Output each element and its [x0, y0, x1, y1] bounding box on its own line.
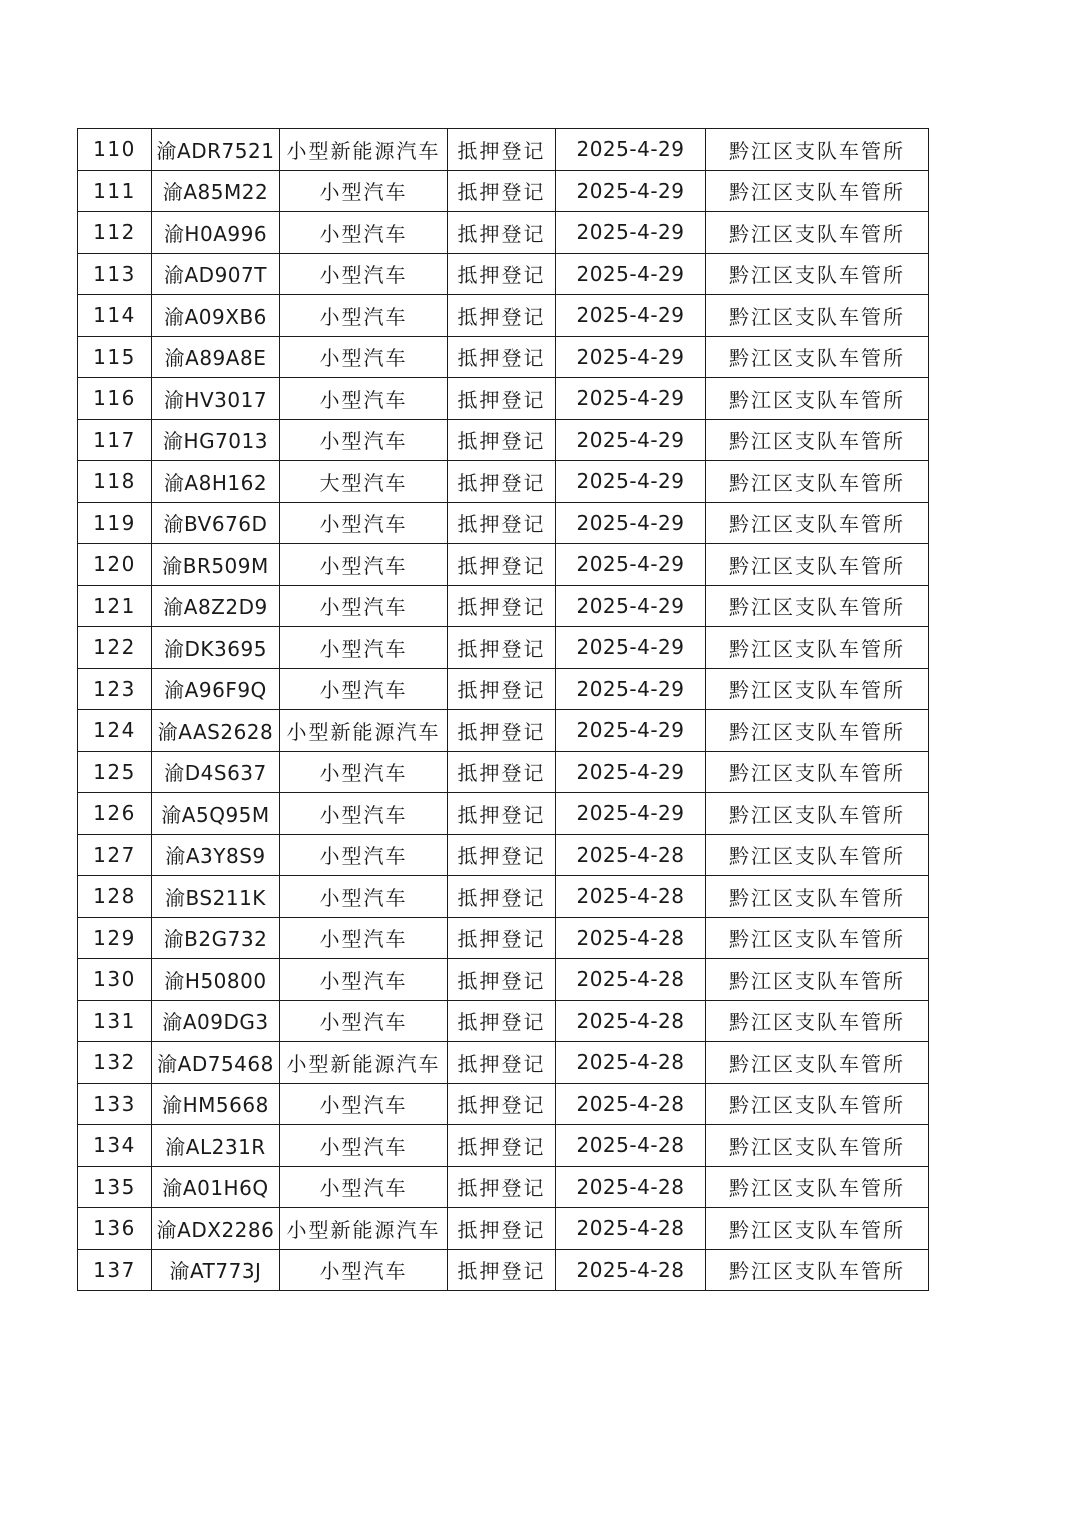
- table-row: [78, 129, 929, 171]
- vehicle-type-cell: 小型新能源汽车: [280, 710, 448, 752]
- row-number-cell: 133: [78, 1083, 152, 1125]
- plate-number-cell: 渝D4S637: [152, 751, 280, 793]
- row-number-cell: 121: [78, 585, 152, 627]
- row-number-cell: 117: [78, 419, 152, 461]
- row-number-cell: 136: [78, 1208, 152, 1250]
- row-number-cell: 135: [78, 1166, 152, 1208]
- row-number-cell: 119: [78, 502, 152, 544]
- office-cell: 黔江区支队车管所: [706, 876, 929, 918]
- vehicle-type-cell: 小型汽车: [280, 834, 448, 876]
- row-number-cell: 118: [78, 461, 152, 503]
- row-number-cell: 113: [78, 253, 152, 295]
- business-type-cell: 抵押登记: [448, 212, 556, 254]
- vehicle-type-cell: 小型汽车: [280, 336, 448, 378]
- date-cell: 2025-4-29: [556, 668, 706, 710]
- vehicle-type-cell: 小型汽车: [280, 170, 448, 212]
- date-cell: 2025-4-28: [556, 1042, 706, 1084]
- office-cell: 黔江区支队车管所: [706, 1000, 929, 1042]
- office-cell: 黔江区支队车管所: [706, 129, 929, 171]
- office-cell: 黔江区支队车管所: [706, 253, 929, 295]
- office-cell: 黔江区支队车管所: [706, 917, 929, 959]
- table-row: [78, 502, 929, 544]
- office-cell: 黔江区支队车管所: [706, 378, 929, 420]
- vehicle-type-cell: 小型新能源汽车: [280, 1208, 448, 1250]
- table-row: [78, 668, 929, 710]
- date-cell: 2025-4-29: [556, 502, 706, 544]
- vehicle-type-cell: 小型汽车: [280, 793, 448, 835]
- table-row: [78, 1166, 929, 1208]
- office-cell: 黔江区支队车管所: [706, 212, 929, 254]
- row-number-cell: 114: [78, 295, 152, 337]
- office-cell: 黔江区支队车管所: [706, 959, 929, 1001]
- date-cell: 2025-4-28: [556, 1000, 706, 1042]
- plate-number-cell: 渝A85M22: [152, 170, 280, 212]
- row-number-cell: 126: [78, 793, 152, 835]
- business-type-cell: 抵押登记: [448, 1249, 556, 1291]
- office-cell: 黔江区支队车管所: [706, 502, 929, 544]
- office-cell: 黔江区支队车管所: [706, 585, 929, 627]
- business-type-cell: 抵押登记: [448, 419, 556, 461]
- plate-number-cell: 渝AT773J: [152, 1249, 280, 1291]
- vehicle-type-cell: 小型汽车: [280, 917, 448, 959]
- vehicle-type-cell: 小型汽车: [280, 751, 448, 793]
- row-number-cell: 120: [78, 544, 152, 586]
- vehicle-type-cell: 小型汽车: [280, 668, 448, 710]
- row-number-cell: 125: [78, 751, 152, 793]
- business-type-cell: 抵押登记: [448, 336, 556, 378]
- business-type-cell: 抵押登记: [448, 129, 556, 171]
- business-type-cell: 抵押登记: [448, 959, 556, 1001]
- date-cell: 2025-4-28: [556, 1166, 706, 1208]
- table-row: [78, 544, 929, 586]
- plate-number-cell: 渝H50800: [152, 959, 280, 1001]
- plate-number-cell: 渝ADR7521: [152, 129, 280, 171]
- plate-number-cell: 渝A09DG3: [152, 1000, 280, 1042]
- business-type-cell: 抵押登记: [448, 1125, 556, 1167]
- business-type-cell: 抵押登记: [448, 668, 556, 710]
- table-row: [78, 876, 929, 918]
- row-number-cell: 134: [78, 1125, 152, 1167]
- business-type-cell: 抵押登记: [448, 544, 556, 586]
- business-type-cell: 抵押登记: [448, 793, 556, 835]
- plate-number-cell: 渝AL231R: [152, 1125, 280, 1167]
- office-cell: 黔江区支队车管所: [706, 170, 929, 212]
- date-cell: 2025-4-29: [556, 212, 706, 254]
- row-number-cell: 124: [78, 710, 152, 752]
- vehicle-type-cell: 小型汽车: [280, 502, 448, 544]
- table-row: [78, 627, 929, 669]
- vehicle-type-cell: 小型汽车: [280, 419, 448, 461]
- table-row: [78, 461, 929, 503]
- plate-number-cell: 渝A8H162: [152, 461, 280, 503]
- plate-number-cell: 渝BS211K: [152, 876, 280, 918]
- table-row: [78, 1249, 929, 1291]
- vehicle-type-cell: 小型汽车: [280, 212, 448, 254]
- vehicle-type-cell: 小型汽车: [280, 585, 448, 627]
- date-cell: 2025-4-29: [556, 419, 706, 461]
- vehicle-type-cell: 大型汽车: [280, 461, 448, 503]
- office-cell: 黔江区支队车管所: [706, 419, 929, 461]
- business-type-cell: 抵押登记: [448, 585, 556, 627]
- plate-number-cell: 渝B2G732: [152, 917, 280, 959]
- office-cell: 黔江区支队车管所: [706, 1208, 929, 1250]
- business-type-cell: 抵押登记: [448, 170, 556, 212]
- office-cell: 黔江区支队车管所: [706, 1125, 929, 1167]
- business-type-cell: 抵押登记: [448, 1166, 556, 1208]
- vehicle-type-cell: 小型汽车: [280, 1125, 448, 1167]
- plate-number-cell: 渝HM5668: [152, 1083, 280, 1125]
- date-cell: 2025-4-28: [556, 1208, 706, 1250]
- table-row: [78, 710, 929, 752]
- business-type-cell: 抵押登记: [448, 834, 556, 876]
- plate-number-cell: 渝AD907T: [152, 253, 280, 295]
- date-cell: 2025-4-29: [556, 585, 706, 627]
- business-type-cell: 抵押登记: [448, 751, 556, 793]
- office-cell: 黔江区支队车管所: [706, 668, 929, 710]
- row-number-cell: 123: [78, 668, 152, 710]
- table-row: [78, 751, 929, 793]
- business-type-cell: 抵押登记: [448, 378, 556, 420]
- vehicle-type-cell: 小型汽车: [280, 544, 448, 586]
- table-row: [78, 170, 929, 212]
- plate-number-cell: 渝A09XB6: [152, 295, 280, 337]
- business-type-cell: 抵押登记: [448, 917, 556, 959]
- row-number-cell: 111: [78, 170, 152, 212]
- date-cell: 2025-4-28: [556, 1125, 706, 1167]
- row-number-cell: 129: [78, 917, 152, 959]
- table-row: [78, 1000, 929, 1042]
- table-row: [78, 585, 929, 627]
- table-row: [78, 419, 929, 461]
- plate-number-cell: 渝BV676D: [152, 502, 280, 544]
- business-type-cell: 抵押登记: [448, 295, 556, 337]
- office-cell: 黔江区支队车管所: [706, 627, 929, 669]
- row-number-cell: 130: [78, 959, 152, 1001]
- office-cell: 黔江区支队车管所: [706, 751, 929, 793]
- table-row: [78, 1083, 929, 1125]
- plate-number-cell: 渝A5Q95M: [152, 793, 280, 835]
- vehicle-type-cell: 小型汽车: [280, 378, 448, 420]
- business-type-cell: 抵押登记: [448, 253, 556, 295]
- plate-number-cell: 渝HV3017: [152, 378, 280, 420]
- business-type-cell: 抵押登记: [448, 1083, 556, 1125]
- row-number-cell: 127: [78, 834, 152, 876]
- vehicle-type-cell: 小型新能源汽车: [280, 129, 448, 171]
- business-type-cell: 抵押登记: [448, 1000, 556, 1042]
- date-cell: 2025-4-29: [556, 793, 706, 835]
- office-cell: 黔江区支队车管所: [706, 793, 929, 835]
- vehicle-type-cell: 小型汽车: [280, 253, 448, 295]
- vehicle-type-cell: 小型汽车: [280, 959, 448, 1001]
- plate-number-cell: 渝A89A8E: [152, 336, 280, 378]
- business-type-cell: 抵押登记: [448, 461, 556, 503]
- date-cell: 2025-4-29: [556, 544, 706, 586]
- date-cell: 2025-4-28: [556, 917, 706, 959]
- date-cell: 2025-4-29: [556, 170, 706, 212]
- date-cell: 2025-4-28: [556, 1083, 706, 1125]
- table-body: [78, 129, 929, 1291]
- plate-number-cell: 渝H0A996: [152, 212, 280, 254]
- office-cell: 黔江区支队车管所: [706, 1249, 929, 1291]
- date-cell: 2025-4-29: [556, 627, 706, 669]
- business-type-cell: 抵押登记: [448, 1042, 556, 1084]
- table-row: [78, 253, 929, 295]
- row-number-cell: 122: [78, 627, 152, 669]
- table-row: [78, 336, 929, 378]
- date-cell: 2025-4-28: [556, 1249, 706, 1291]
- plate-number-cell: 渝AAS2628: [152, 710, 280, 752]
- office-cell: 黔江区支队车管所: [706, 461, 929, 503]
- plate-number-cell: 渝A01H6Q: [152, 1166, 280, 1208]
- date-cell: 2025-4-29: [556, 461, 706, 503]
- office-cell: 黔江区支队车管所: [706, 336, 929, 378]
- plate-number-cell: 渝A8Z2D9: [152, 585, 280, 627]
- business-type-cell: 抵押登记: [448, 710, 556, 752]
- vehicle-type-cell: 小型新能源汽车: [280, 1042, 448, 1084]
- vehicle-type-cell: 小型汽车: [280, 876, 448, 918]
- office-cell: 黔江区支队车管所: [706, 710, 929, 752]
- table-row: [78, 1042, 929, 1084]
- table-row: [78, 959, 929, 1001]
- vehicle-type-cell: 小型汽车: [280, 1083, 448, 1125]
- business-type-cell: 抵押登记: [448, 627, 556, 669]
- date-cell: 2025-4-29: [556, 751, 706, 793]
- table-row: [78, 378, 929, 420]
- table-row: [78, 917, 929, 959]
- table-row: [78, 1125, 929, 1167]
- plate-number-cell: 渝DK3695: [152, 627, 280, 669]
- date-cell: 2025-4-29: [556, 710, 706, 752]
- plate-number-cell: 渝A3Y8S9: [152, 834, 280, 876]
- table-row: [78, 834, 929, 876]
- table-row: [78, 212, 929, 254]
- office-cell: 黔江区支队车管所: [706, 834, 929, 876]
- date-cell: 2025-4-28: [556, 876, 706, 918]
- business-type-cell: 抵押登记: [448, 876, 556, 918]
- date-cell: 2025-4-28: [556, 834, 706, 876]
- row-number-cell: 115: [78, 336, 152, 378]
- plate-number-cell: 渝A96F9Q: [152, 668, 280, 710]
- office-cell: 黔江区支队车管所: [706, 1042, 929, 1084]
- row-number-cell: 132: [78, 1042, 152, 1084]
- plate-number-cell: 渝BR509M: [152, 544, 280, 586]
- row-number-cell: 131: [78, 1000, 152, 1042]
- vehicle-type-cell: 小型汽车: [280, 1249, 448, 1291]
- table-row: [78, 295, 929, 337]
- row-number-cell: 137: [78, 1249, 152, 1291]
- office-cell: 黔江区支队车管所: [706, 544, 929, 586]
- office-cell: 黔江区支队车管所: [706, 1083, 929, 1125]
- plate-number-cell: 渝ADX2286: [152, 1208, 280, 1250]
- business-type-cell: 抵押登记: [448, 1208, 556, 1250]
- office-cell: 黔江区支队车管所: [706, 1166, 929, 1208]
- row-number-cell: 128: [78, 876, 152, 918]
- row-number-cell: 110: [78, 129, 152, 171]
- date-cell: 2025-4-28: [556, 959, 706, 1001]
- row-number-cell: 116: [78, 378, 152, 420]
- business-type-cell: 抵押登记: [448, 502, 556, 544]
- vehicle-type-cell: 小型汽车: [280, 1166, 448, 1208]
- table-row: [78, 793, 929, 835]
- row-number-cell: 112: [78, 212, 152, 254]
- vehicle-registration-table: [77, 128, 929, 1291]
- office-cell: 黔江区支队车管所: [706, 295, 929, 337]
- vehicle-type-cell: 小型汽车: [280, 295, 448, 337]
- vehicle-type-cell: 小型汽车: [280, 1000, 448, 1042]
- date-cell: 2025-4-29: [556, 378, 706, 420]
- plate-number-cell: 渝HG7013: [152, 419, 280, 461]
- date-cell: 2025-4-29: [556, 336, 706, 378]
- table-row: [78, 1208, 929, 1250]
- plate-number-cell: 渝AD75468: [152, 1042, 280, 1084]
- date-cell: 2025-4-29: [556, 253, 706, 295]
- date-cell: 2025-4-29: [556, 129, 706, 171]
- vehicle-type-cell: 小型汽车: [280, 627, 448, 669]
- date-cell: 2025-4-29: [556, 295, 706, 337]
